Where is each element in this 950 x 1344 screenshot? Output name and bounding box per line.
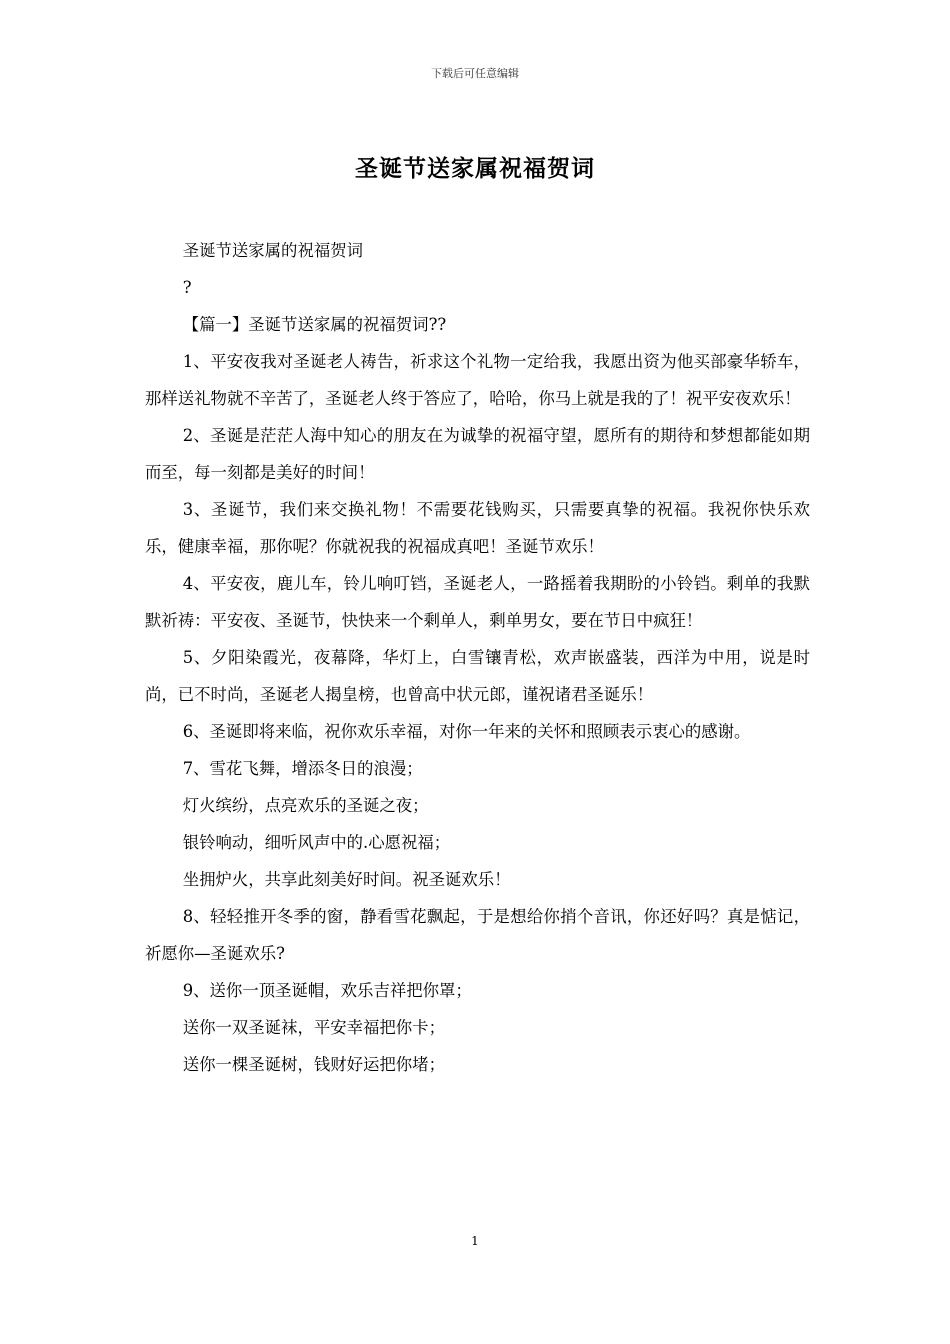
paragraph: 1、平安夜我对圣诞老人祷告，祈求这个礼物一定给我，我愿出资为他买部豪华轿车，那样送礼物就不辛苦了，圣诞老人终于答应了，哈哈，你马上就是我的了！祝平安夜欢乐！ xyxy=(145,352,810,408)
section-heading: 【篇一】圣诞节送家属的祝福贺词?? xyxy=(182,315,447,334)
document-title: 圣诞节送家属祝福贺词 xyxy=(355,155,595,182)
page-header: 下载后可任意编辑 xyxy=(431,67,519,80)
paragraph: 银铃响动，细听风声中的.心愿祝福； xyxy=(182,833,451,852)
paragraph: 圣诞节送家属的祝福贺词 xyxy=(182,241,364,260)
document-body xyxy=(145,232,810,1083)
paragraph: 3、圣诞节，我们来交换礼物！不需要花钱购买，只需要真挚的祝福。我祝你快乐欢乐，健康幸福，那你呢？你就祝我的祝福成真吧！圣诞节欢乐！ xyxy=(145,500,810,556)
paragraph: 6、圣诞即将来临，祝你欢乐幸福，对你一年来的关怀和照顾表示衷心的感谢。 xyxy=(182,722,751,741)
paragraph: 2、圣诞是茫茫人海中知心的朋友在为诚挚的祝福守望，愿所有的期待和梦想都能如期而至，每一刻都是美好的时间！ xyxy=(145,426,810,482)
page-number: 1 xyxy=(471,1234,479,1248)
paragraph: 7、雪花飞舞，增添冬日的浪漫； xyxy=(182,759,423,778)
paragraph: 坐拥炉火，共享此刻美好时间。祝圣诞欢乐！ xyxy=(182,870,511,889)
paragraph: 送你一双圣诞袜，平安幸福把你卡； xyxy=(182,1018,445,1037)
paragraph: 4、平安夜，鹿儿车，铃儿响叮铛，圣诞老人，一路摇着我期盼的小铃铛。剩单的我默默祈祷：平安夜、圣诞节，快快来一个剩单人，剩单男女，要在节日中疯狂！ xyxy=(145,574,810,630)
paragraph: 8、轻轻推开冬季的窗，静看雪花飘起，于是想给你捎个音讯，你还好吗？真是惦记，祈愿你—圣诞欢乐? xyxy=(145,907,810,963)
paragraph: 9、送你一顶圣诞帽，欢乐吉祥把你罩； xyxy=(182,981,472,1000)
paragraph: 送你一棵圣诞树，钱财好运把你堵； xyxy=(182,1055,445,1074)
paragraph: 灯火缤纷，点亮欢乐的圣诞之夜； xyxy=(182,796,429,815)
paragraph: 5、夕阳染霞光，夜幕降，华灯上，白雪镶青松，欢声嵌盛装，西洋为中用，说是时尚，已不时尚，圣诞老人揭皇榜，也曾高中状元郎，谨祝诸君圣诞乐！ xyxy=(145,648,810,704)
paragraph: ? xyxy=(182,278,192,297)
